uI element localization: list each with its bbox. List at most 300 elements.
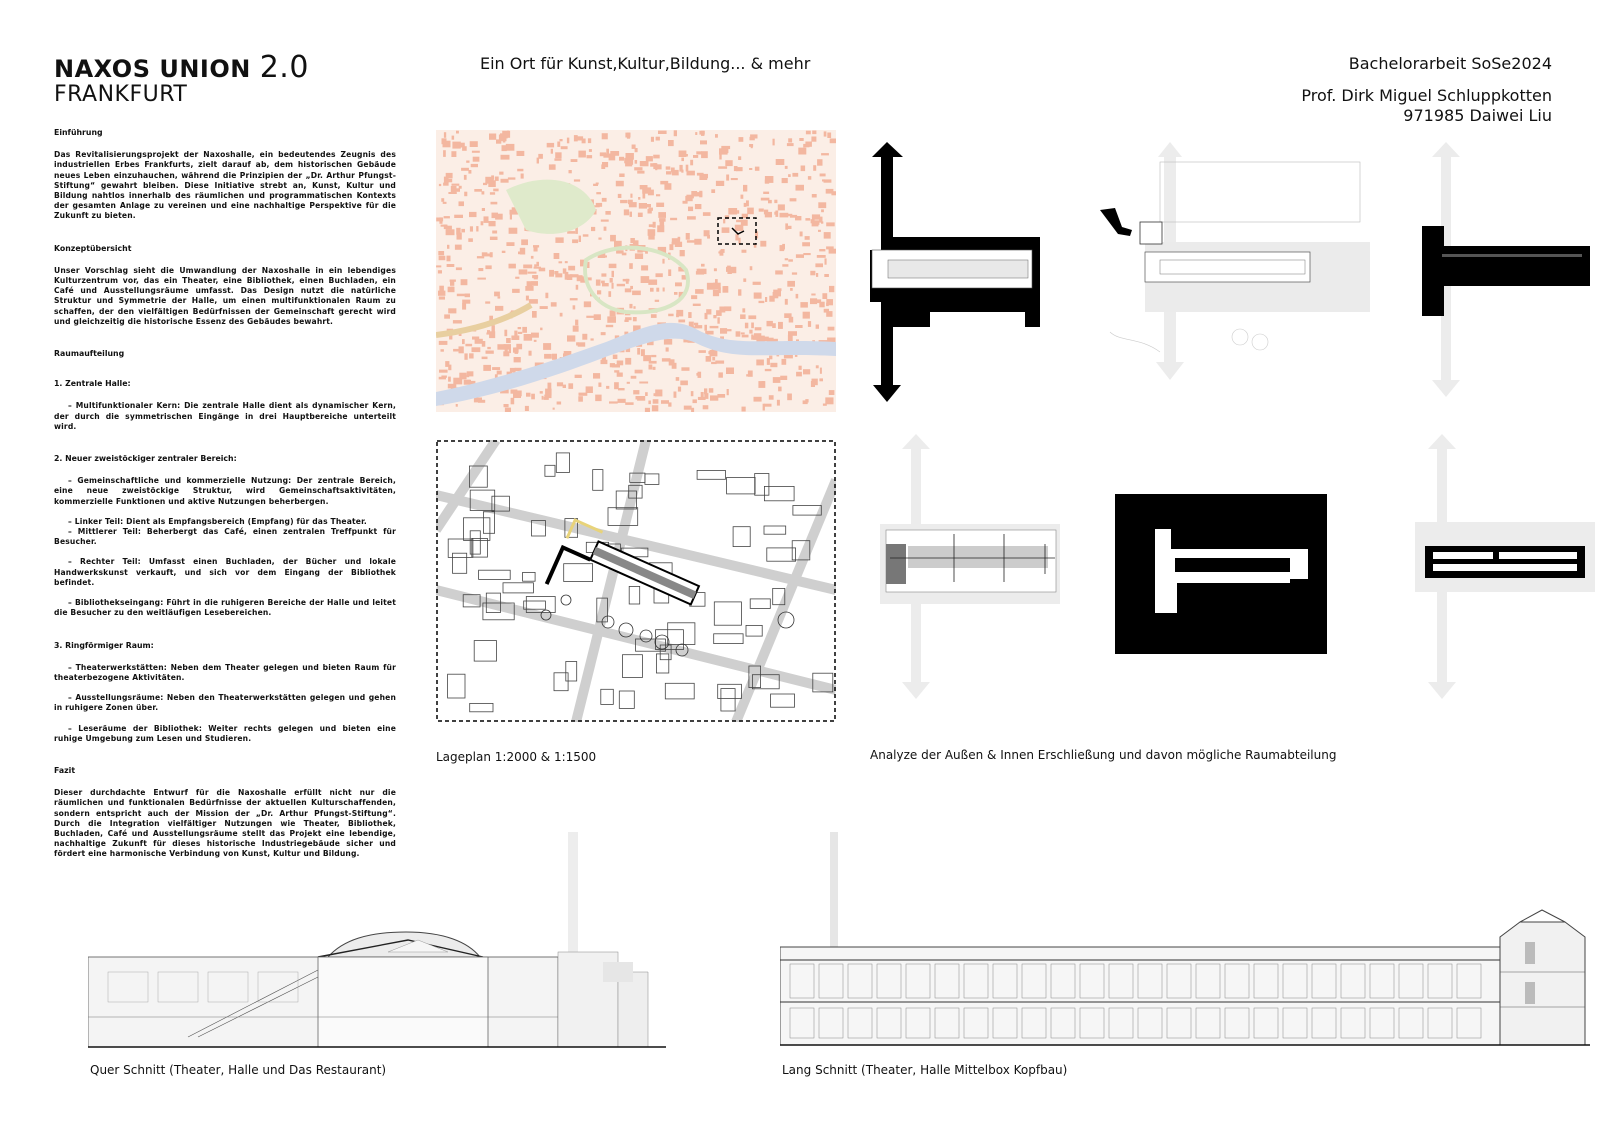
map-block <box>782 244 785 250</box>
map-block <box>822 293 827 299</box>
map-block <box>681 158 684 162</box>
map-block <box>699 131 704 135</box>
map-block <box>716 181 724 186</box>
map-block <box>736 220 742 222</box>
map-block <box>448 365 451 371</box>
map-block <box>767 321 773 326</box>
map-block <box>582 139 586 144</box>
map-block <box>652 405 658 411</box>
section2-item: – Bibliothekseingang: Führt in die ruhigeren Bereiche der Halle und leitet die Besucher zu den weitläufigen Lesebereichen. <box>54 598 396 618</box>
map-block <box>691 295 697 299</box>
section3-heading: 3. Ringförmiger Raum: <box>54 640 154 650</box>
section2-item: – Linker Teil: Dient als Empfangsbereich (Empfang) für das Theater. <box>68 516 367 526</box>
map-block <box>450 281 454 286</box>
map-block <box>649 365 653 370</box>
map-block <box>824 131 827 136</box>
map-block <box>448 308 456 313</box>
map-block <box>533 245 539 247</box>
map-block <box>512 289 520 293</box>
map-block <box>817 255 826 258</box>
map-block <box>547 143 554 148</box>
map-block <box>490 192 495 195</box>
map-block <box>529 351 532 356</box>
map-block <box>811 294 815 296</box>
section2-item: – Rechter Teil: Umfasst einen Buchladen, der Bücher und lokale Handwerkskunst verkauft, und sich vor dem Eingang der Bibliothek befindet. <box>54 557 396 587</box>
map-block <box>713 290 719 296</box>
map-block <box>464 353 467 359</box>
map-block <box>469 353 474 358</box>
map-block <box>694 239 701 245</box>
map-block <box>699 175 707 180</box>
map-block <box>662 259 664 264</box>
map-block <box>567 335 575 341</box>
map-block <box>506 242 514 246</box>
map-block <box>736 331 741 336</box>
map-block <box>792 173 798 177</box>
map-block <box>641 265 648 270</box>
map-block <box>829 390 835 395</box>
map-block <box>778 322 783 329</box>
concept-heading: Konzeptübersicht <box>54 243 132 253</box>
map-block <box>612 271 615 277</box>
map-block <box>574 179 580 181</box>
map-block <box>439 297 445 300</box>
map-block <box>439 341 448 345</box>
intro-body: Das Revitalisierungsprojekt der Naxoshalle, ein bedeutendes Zeugnis des industriellen Erbes Frankfurts, zielt darauf ab, dem historischen Gebäude neues Leben einzuhauchen, während die Prinzipien der „Dr. Arthur Pfungst-Stiftung“ gewahrt bleiben. Diese Initiative strebt an, Kunst, Kultur und Bildung nahtlos innerhalb des räumlichen und programmatischen Kontexts der gesamten Anlage zu vereinen und eine nachhaltige Perspektive für die Zukunft zu bieten. <box>54 150 396 221</box>
map-block <box>711 189 715 193</box>
map-block <box>806 131 811 135</box>
map-block <box>746 200 749 206</box>
map-block <box>674 392 677 398</box>
map-block <box>680 381 688 386</box>
map-block <box>805 236 810 240</box>
map-block <box>454 215 463 218</box>
map-block <box>796 254 804 258</box>
map-block <box>557 142 560 147</box>
map-block <box>742 308 745 312</box>
map-block <box>796 185 805 191</box>
map-block <box>735 234 738 240</box>
map-block <box>531 281 538 286</box>
map-block <box>508 177 516 179</box>
map-block <box>438 270 442 273</box>
map-block <box>658 131 667 134</box>
map-block <box>690 160 693 166</box>
map-block <box>456 267 462 270</box>
section3-item: – Leseräume der Bibliothek: Weiter rechts gelegen und bieten eine ruhige Umgebung zum Lesen und Studieren. <box>54 723 396 743</box>
map-block <box>765 369 772 371</box>
map-block <box>811 381 815 387</box>
map-block <box>605 211 610 215</box>
map-block <box>568 383 573 389</box>
map-block <box>504 330 507 337</box>
map-block <box>620 200 628 203</box>
map-block <box>526 296 529 301</box>
map-block <box>487 347 491 349</box>
map-block <box>678 387 681 392</box>
map-block <box>679 165 682 172</box>
author-block <box>1301 54 1552 126</box>
map-block <box>821 209 824 212</box>
map-block <box>521 174 524 179</box>
map-block <box>658 212 666 218</box>
map-block <box>582 334 587 340</box>
map-block <box>803 253 810 255</box>
map-block <box>575 320 578 326</box>
map-block <box>443 141 451 148</box>
map-block <box>787 143 794 146</box>
map-block <box>498 296 501 298</box>
map-block <box>696 151 702 154</box>
map-block <box>598 383 601 387</box>
map-block <box>624 209 629 215</box>
map-block <box>506 144 515 151</box>
map-block <box>767 358 770 365</box>
map-block <box>586 386 593 393</box>
map-block <box>748 315 756 319</box>
map-block <box>614 370 619 372</box>
map-block <box>485 301 490 303</box>
fazit-heading: Fazit <box>54 765 76 775</box>
map-block <box>603 154 610 158</box>
map-block <box>462 339 465 344</box>
map-block <box>459 373 466 380</box>
map-block <box>638 197 640 200</box>
map-block <box>525 286 533 291</box>
map-block <box>637 396 645 401</box>
map-block <box>624 320 628 322</box>
map-block <box>674 292 678 295</box>
map-block <box>637 171 644 174</box>
analysis-diagram-3 <box>1410 142 1590 397</box>
map-block <box>572 239 578 243</box>
map-block <box>745 323 748 329</box>
map-block <box>513 392 521 398</box>
map-block <box>681 367 689 371</box>
map-block <box>579 236 581 242</box>
map-block <box>586 316 594 318</box>
map-block <box>509 228 518 234</box>
map-block <box>456 228 460 235</box>
map-block <box>735 225 744 231</box>
map-block <box>459 143 465 148</box>
map-block <box>635 148 638 152</box>
map-block <box>669 244 673 250</box>
map-block <box>750 134 757 138</box>
map-block <box>475 339 483 344</box>
map-block <box>606 325 613 327</box>
map-block <box>824 179 832 182</box>
map-block <box>816 325 819 329</box>
map-block <box>485 265 491 269</box>
map-block <box>575 375 582 378</box>
map-block <box>770 363 777 367</box>
map-block <box>696 373 700 376</box>
map-block <box>482 252 488 256</box>
map-block <box>478 268 483 271</box>
map-block <box>567 274 573 280</box>
map-block <box>768 200 772 203</box>
map-block <box>447 264 455 267</box>
map-block <box>710 395 718 400</box>
map-block <box>470 226 473 231</box>
map-block <box>618 194 622 198</box>
map-block <box>484 216 489 223</box>
map-block <box>818 230 821 232</box>
map-block <box>748 371 753 377</box>
map-block <box>552 354 557 360</box>
map-block <box>727 389 729 395</box>
map-block <box>583 234 589 236</box>
map-block <box>472 151 480 153</box>
map-block <box>625 358 631 365</box>
map-block <box>660 225 663 229</box>
map-block <box>824 274 829 277</box>
map-block <box>456 404 458 407</box>
section1-item: – Multifunktionaler Kern: Die zentrale Halle dient als dynamischer Kern, der durch die symmetrischen Eingänge in drei Hauptbereiche unterteilt wird. <box>54 401 396 431</box>
map-block <box>706 356 712 362</box>
map-block <box>489 134 496 140</box>
map-block <box>505 347 508 353</box>
map-block <box>461 279 468 285</box>
map-block <box>613 355 618 359</box>
map-block <box>788 138 792 142</box>
map-block <box>796 372 802 377</box>
map-block <box>664 183 671 190</box>
map-block <box>825 258 827 264</box>
map-block <box>510 215 512 220</box>
map-block <box>591 338 594 340</box>
map-block <box>495 177 499 181</box>
map-block <box>669 359 675 365</box>
space-heading: Raumaufteilung <box>54 349 125 359</box>
map-block <box>441 349 444 352</box>
map-block <box>612 283 614 289</box>
map-block <box>808 176 811 180</box>
map-block <box>461 229 465 233</box>
map-block <box>543 343 551 350</box>
map-block <box>826 299 833 305</box>
map-block <box>491 202 498 205</box>
map-block <box>630 212 633 217</box>
map-block <box>489 221 496 226</box>
map-block <box>627 382 630 384</box>
map-block <box>792 272 797 274</box>
map-block <box>787 281 795 287</box>
map-block <box>447 256 451 262</box>
map-block <box>648 235 654 240</box>
map-block <box>769 395 774 400</box>
map-block <box>773 377 781 383</box>
map-block <box>633 317 637 321</box>
map-block <box>446 229 455 235</box>
map-block <box>464 192 467 197</box>
map-block <box>584 301 591 307</box>
map-block <box>554 253 560 259</box>
map-block <box>570 298 578 300</box>
map-block <box>758 381 765 388</box>
map-block <box>714 268 717 271</box>
map-block <box>568 266 575 271</box>
map-block <box>531 256 534 259</box>
map-block <box>778 204 785 210</box>
map-block <box>815 263 823 267</box>
map-block <box>759 209 764 212</box>
map-block <box>555 237 563 243</box>
map-block <box>703 405 709 409</box>
map-block <box>813 165 816 171</box>
map-block <box>451 151 456 157</box>
map-block <box>560 313 563 317</box>
map-block <box>601 164 605 169</box>
map-block <box>619 157 624 161</box>
map-block <box>579 393 588 396</box>
map-block <box>576 342 579 345</box>
map-block <box>818 202 826 208</box>
map-block <box>497 344 505 350</box>
section3-item: – Ausstellungsräume: Neben den Theaterwerkstätten gelegen und gehen in ruhigere Zonen über. <box>54 693 396 713</box>
map-block <box>726 175 729 181</box>
map-block <box>715 134 718 138</box>
map-block <box>700 140 707 144</box>
map-block <box>697 269 700 273</box>
map-block <box>709 388 714 393</box>
map-block <box>618 399 626 403</box>
map-block <box>465 344 472 347</box>
map-block <box>695 325 702 328</box>
map-block <box>705 313 708 319</box>
map-block <box>715 361 724 364</box>
map-block <box>482 191 485 194</box>
map-block <box>588 138 591 143</box>
map-block <box>788 331 797 336</box>
map-block <box>755 167 760 171</box>
map-block <box>473 157 480 162</box>
map-block <box>787 394 792 401</box>
map-block <box>777 400 780 406</box>
city-map <box>436 130 836 412</box>
map-block <box>532 311 537 318</box>
map-block <box>540 306 548 309</box>
map-block <box>784 313 791 318</box>
map-block <box>811 137 816 142</box>
analysis-diagram-5 <box>1115 494 1327 654</box>
map-block <box>646 156 653 161</box>
map-block <box>633 390 639 394</box>
map-block <box>544 354 552 359</box>
map-block <box>470 141 478 147</box>
map-block <box>608 291 611 297</box>
map-block <box>699 350 706 353</box>
map-block <box>495 214 503 220</box>
map-block <box>459 186 462 189</box>
map-block <box>618 388 625 390</box>
map-block <box>501 179 509 183</box>
map-block <box>741 332 745 334</box>
map-block <box>653 399 659 404</box>
map-block <box>523 265 532 269</box>
map-block <box>502 145 507 151</box>
map-block <box>803 312 810 319</box>
map-block <box>565 261 568 263</box>
map-block <box>601 332 606 335</box>
map-block <box>650 288 654 292</box>
map-block <box>514 331 517 338</box>
map-block <box>718 287 721 293</box>
map-block <box>805 399 808 402</box>
map-block <box>477 256 484 258</box>
map-block <box>778 387 782 392</box>
map-block <box>635 370 643 374</box>
map-block <box>447 245 449 249</box>
map-block <box>639 382 648 384</box>
map-block <box>751 323 754 329</box>
map-block <box>451 186 457 193</box>
map-block <box>799 366 802 370</box>
map-block <box>638 213 643 217</box>
title-city: FRANKFURT <box>54 82 188 107</box>
map-block <box>744 203 747 207</box>
map-block <box>765 297 767 302</box>
map-block <box>668 314 673 317</box>
caption-quer-schnitt: Quer Schnitt (Theater, Halle und Das Restaurant) <box>90 1063 387 1077</box>
map-block <box>545 293 548 299</box>
map-block <box>531 333 539 338</box>
map-block <box>678 320 685 323</box>
map-block <box>452 184 460 186</box>
map-block <box>826 222 835 226</box>
site-plan <box>436 440 836 722</box>
map-block <box>723 219 725 224</box>
map-block <box>819 249 825 251</box>
section2-item: – Mittlerer Teil: Beherbergt das Café, einen zentralen Treffpunkt für Besucher. <box>54 527 396 547</box>
map-block <box>614 382 619 389</box>
map-block <box>649 224 654 227</box>
map-block <box>656 194 660 196</box>
map-block <box>774 200 777 203</box>
map-block <box>534 340 537 342</box>
map-block <box>560 139 563 141</box>
map-block <box>718 372 723 377</box>
map-block <box>641 276 650 283</box>
map-block <box>724 306 731 311</box>
map-block <box>610 278 613 283</box>
map-block <box>764 210 768 215</box>
map-block <box>694 323 698 326</box>
map-block <box>820 174 826 177</box>
map-block <box>754 333 761 338</box>
map-block <box>601 273 606 276</box>
map-block <box>738 238 740 244</box>
map-block <box>683 201 688 204</box>
map-block <box>606 386 609 389</box>
analysis-diagram-1 <box>870 142 1060 407</box>
map-block <box>654 393 659 396</box>
map-block <box>453 320 462 323</box>
map-block <box>499 172 503 175</box>
map-block <box>720 250 724 256</box>
map-block <box>476 226 478 231</box>
map-block <box>467 371 474 376</box>
map-block <box>727 270 732 274</box>
map-block <box>467 380 470 382</box>
map-block <box>801 166 806 172</box>
map-block <box>722 147 729 153</box>
map-block <box>619 174 624 178</box>
map-block <box>471 164 478 167</box>
map-block <box>555 152 561 158</box>
map-block <box>820 368 822 374</box>
